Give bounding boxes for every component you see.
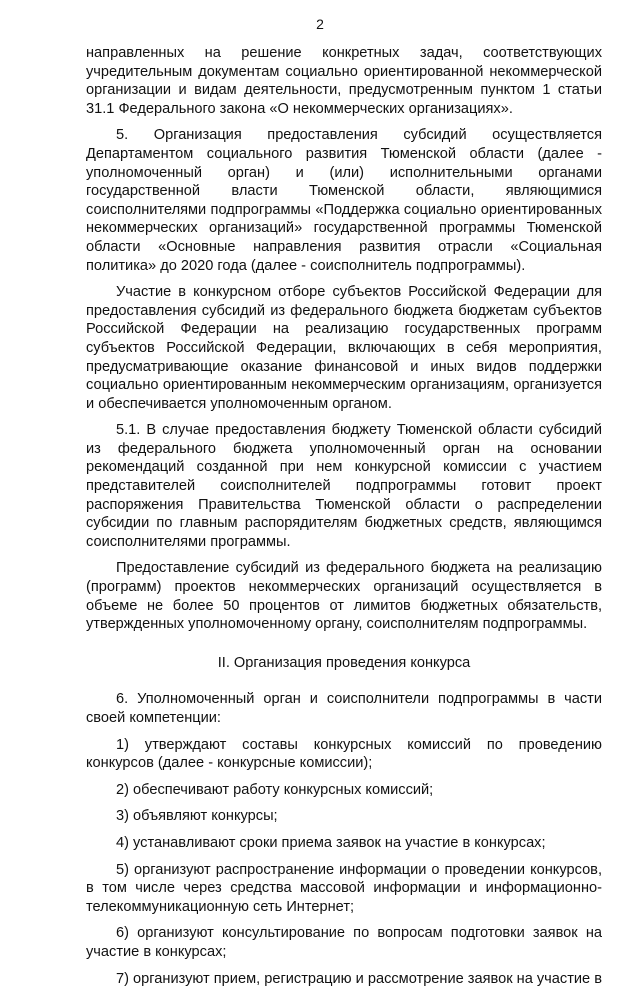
page-number: 2 [316,16,324,32]
list-item-6: 6) организуют консультирование по вопросам подготовки заявок на участие в конкурсах; [86,925,602,960]
list-item-5: 5) организуют распространение информации о проведении конкурсов, в том числе через средства массовой информации и информационно-телекоммуникационную сеть Интернет; [86,861,602,915]
list-item-2: 2) обеспечивают работу конкурсных комиссий; [116,781,434,798]
paragraph-federal-subsidies: Предоставление субсидий из федерального бюджета на реализацию (программ) проектов некоммерческих организаций осуществляется в объеме не более 50 процентов от лимитов бюджетных обязательств, утвержденных уполномоченному органу, соисполнителям подпрограммы. [86,560,602,633]
list-item-3: 3) объявляют конкурсы; [116,808,278,825]
paragraph-item-6: 6. Уполномоченный орган и соисполнители подпрограммы в части своей компетенции: [86,691,602,726]
section-heading: II. Организация проведения конкурса [217,654,471,671]
list-item-7: 7) организуют прием, регистрацию и рассмотрение заявок на участие в [116,970,602,987]
paragraph-continuation: направленных на решение конкретных задач, соответствующих учредительным документам социально ориентированной некоммерческой организации и видам деятельности, предусмотренным пунктом 1 статьи 31.1 Федерального закона «О некоммерческих организациях». [86,45,602,117]
list-item-4: 4) устанавливают сроки приема заявок на участие в конкурсах; [116,834,546,851]
paragraph-item-5-1: 5.1. В случае предоставления бюджету Тюменской области субсидий из федерального бюджета уполномоченный орган на основании рекомендаций созданной при нем конкурсной комиссии с участием представителей соисполнителей подпрограммы готовит проект распоряжения Правительства Тюменской области о распределении субсидии по главным распорядителям бюджетных средств, являющимся соисполнителями программы. [86,422,602,550]
paragraph-competition-participation: Участие в конкурсном отборе субъектов Российской Федерации для предоставления субсидий из федерального бюджета бюджетам субъектов Российской Федерации на реализацию государственных программ субъектов Российской Федерации, включающих в себя мероприятия, предусматривающие оказание финансовой и иных видов поддержки социально ориентированным некоммерческим организациям, организуется и обеспечивается уполномоченным органом. [86,284,602,412]
document-body [86,44,602,996]
list-item-1: 1) утверждают составы конкурсных комиссий по проведению конкурсов (далее - конкурсные комиссии); [86,736,602,772]
paragraph-item-5: 5. Организация предоставления субсидий осуществляется Департаментом социального развития Тюменской области (далее - уполномоченный орган) и (или) исполнительными органами государственной власти Тюменской области, являющимися соисполнителями подпрограммы «Поддержка социально ориентированных некоммерческих организаций» государственной программы Тюменской области «Основные направления развития отрасли «Социальная политика» до 2020 года (далее - соисполнитель подпрограммы). [86,127,602,274]
